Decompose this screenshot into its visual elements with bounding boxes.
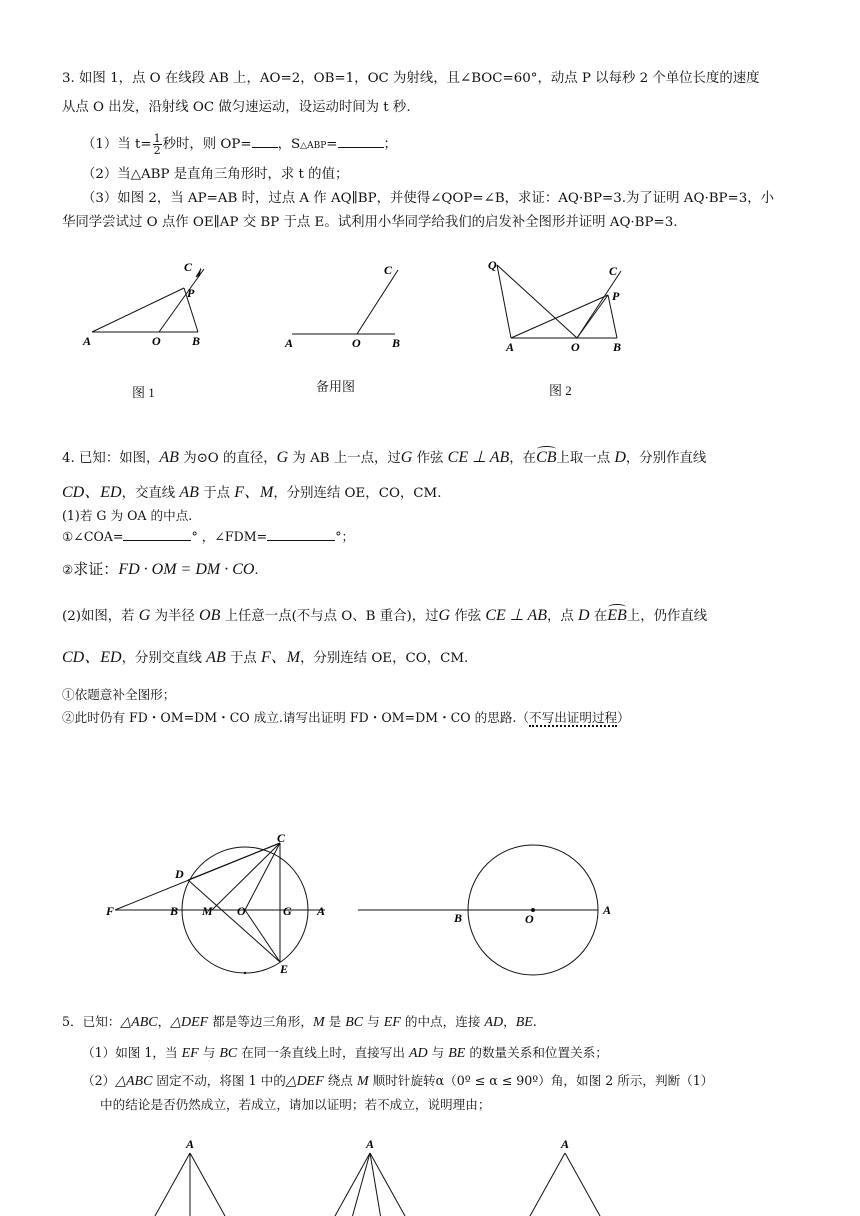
q5-figure-2 — [320, 1135, 420, 1216]
label-b: B — [170, 904, 179, 918]
q4-sub2-q1: ①依题意补全图形； — [62, 687, 176, 702]
label-o: O — [237, 904, 246, 918]
label-b: B — [454, 911, 463, 925]
answer-blank — [252, 135, 278, 148]
segment-ap — [92, 288, 184, 332]
segment-oc — [245, 843, 280, 910]
q3-part3-line1: （3）如图 2，当 AP=AB 时，过点 A 作 AQ∥BP，并使得∠QOP=∠B，求证：AQ·BP=3.为了证明 AQ·BP=3，小 — [82, 191, 775, 206]
arc-eb: EB — [607, 607, 627, 624]
arrow-head-icon — [197, 267, 201, 277]
line-de — [188, 880, 280, 962]
label-c: C — [277, 831, 286, 845]
answer-blank — [267, 528, 335, 541]
q4-line1: 4. 已知：如图，AB 为⊙O 的直径，G 为 AB 上一点，过G 作弦 CE ⊥ AB，在CB上取一点 D，分别作直线 — [62, 449, 707, 466]
label-a: A — [366, 1137, 375, 1151]
label-d: D — [175, 867, 184, 881]
q3-line1: 3. 如图 1，点 O 在线段 AB 上，AO=2，OB=1，OC 为射线，且∠BOC=60°，动点 P 以每秒 2 个单位长度的速度 — [62, 71, 760, 86]
label-a: A — [83, 334, 92, 348]
q5-figure-1 — [140, 1135, 240, 1216]
caption-backup: 备用图 — [316, 379, 356, 394]
caption-fig1: 图 1 — [132, 385, 155, 400]
label-a: A — [317, 904, 326, 918]
label-a: A — [561, 1137, 570, 1151]
q4-sub2-line1: (2)如图，若 G 为半径 OB 上任意一点(不与点 O、B 重合)，过G 作弦 CE ⊥ AB，点 D 在EB上，仍作直线 — [62, 607, 708, 624]
label-c: C — [384, 263, 393, 277]
label-b: B — [613, 340, 622, 354]
ray-oc — [159, 269, 204, 332]
label-c: C — [184, 260, 193, 274]
label-q: Q — [488, 258, 497, 272]
q4-figure-blank — [355, 830, 625, 980]
answer-blank — [123, 528, 191, 541]
point-dot — [244, 972, 246, 974]
ray-oc — [357, 270, 398, 334]
label-o: O — [352, 336, 361, 350]
q3-part3-line2: 华同学尝试过 O 点作 OE∥AP 交 BP 于点 E。试利用小华同学给我们的启发补全图形并证明 AQ·BP=3. — [62, 215, 678, 230]
q5-line1: 5．已知：△ABC，△DEF 都是等边三角形，M 是 BC 与 EF 的中点，连接 AD，BE. — [62, 1014, 537, 1030]
q4-figure-main — [100, 830, 340, 980]
label-e: E — [280, 962, 289, 976]
label-b: B — [392, 336, 401, 350]
label-b: B — [192, 334, 201, 348]
label-p: P — [612, 289, 620, 303]
q3-part2: （2）当△ABP 是直角三角形时，求 t 的值； — [82, 167, 349, 182]
q4-sub1: (1)若 G 为 OA 的中点. — [62, 508, 193, 523]
q4-sub2-q2: ②此时仍有 FD・OM=DM・CO 成立.请写出证明 FD・OM=DM・CO 的思路.（不写出证明过程） — [62, 710, 630, 725]
label-o: O — [571, 340, 580, 354]
label-f: F — [106, 904, 115, 918]
segment-mc — [212, 843, 280, 910]
label-m: M — [202, 904, 213, 918]
q3-figure-backup — [280, 260, 410, 350]
label-c: C — [609, 264, 618, 278]
label-a: A — [603, 903, 612, 917]
q4-sub1-q2: ②求证：FD · OM = DM · CO. — [62, 560, 259, 578]
segment-dc — [188, 843, 280, 880]
q3-part1: （1）当 t= $\frac{1}{2}$ 秒时，则 OP= ，S△ABP= ； — [82, 132, 397, 157]
q5-part1: （1）如图 1，当 EF 与 BC 在同一条直线上时，直接写出 AD 与 BE 的数量关系和位置关系； — [82, 1045, 608, 1061]
answer-blank — [338, 135, 384, 148]
label-a: A — [285, 336, 294, 350]
arc-cb: CB — [536, 449, 557, 466]
label-p: P — [187, 286, 195, 300]
q4-sub2-line2: CD、ED，分别交直线 AB 于点 F、M，分别连结 OE，CO，CM. — [62, 649, 469, 666]
fraction: $\frac{1}{2}$ — [153, 132, 161, 157]
q3-figure-2 — [485, 255, 635, 355]
q3-figure-1 — [80, 255, 215, 350]
q5-part2-line1: （2）△ABC 固定不动，将图 1 中的△DEF 绕点 M 顺时针旋转α（0º ≤ α ≤ 90º）角，如图 2 所示，判断（1） — [82, 1073, 714, 1089]
q4-sub1-q1: ①∠COA= ° ，∠FDM= °； — [62, 529, 355, 544]
q3-line2: 从点 O 出发，沿射线 OC 做匀速运动，设运动时间为 t 秒. — [62, 100, 411, 115]
label-o: O — [152, 334, 161, 348]
q5-figure-3 — [515, 1135, 615, 1216]
label-a: A — [186, 1137, 195, 1151]
q5-part2-line2: 中的结论是否仍然成立，若成立，请加以证明；若不成立，说明理由； — [100, 1097, 491, 1112]
caption-fig2: 图 2 — [549, 383, 572, 398]
label-g: G — [283, 904, 292, 918]
segment-ap — [511, 295, 608, 338]
label-a: A — [506, 340, 515, 354]
label-o: O — [525, 912, 534, 926]
q4-line2: CD、ED，交直线 AB 于点 F、M，分别连结 OE，CO，CM. — [62, 484, 442, 501]
